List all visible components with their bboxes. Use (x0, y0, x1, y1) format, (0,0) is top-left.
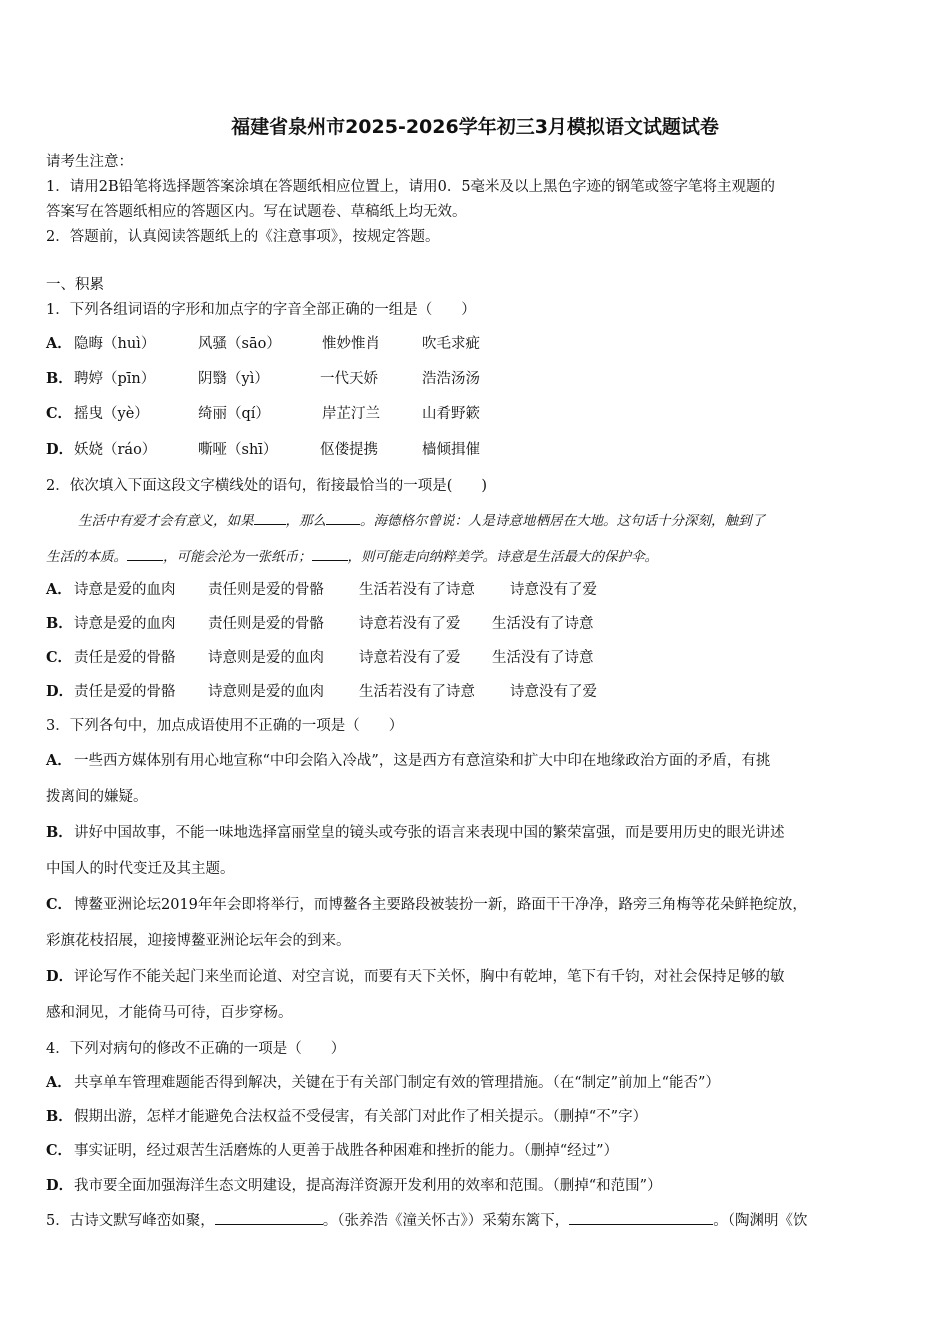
option-segment: 责任则是爱的骨骼 (208, 616, 324, 632)
option-segment: 生活没有了诗意 (492, 616, 594, 632)
option-segment: 诗意若没有了爱 (359, 616, 461, 632)
option-text: 事实证明，经过艰苦生活磨炼的人更善于战胜各种困难和挫折的能力。（删掉“经过”） (74, 1143, 619, 1159)
option-word: 嘶哑（shī） (198, 442, 278, 458)
option-word: 吹毛求疵 (422, 336, 480, 352)
option-word: 风骚（sāo） (198, 336, 281, 352)
option-label: A． (46, 1074, 72, 1091)
passage-text: 生活中有爱才会有意义，如果 (78, 513, 254, 529)
q3-stem: 3．下列各句中，加点成语使用不正确的一项是（ ） (46, 718, 404, 734)
notice-item-1a: 1．请用2B铅笔将选择题答案涂填在答题纸相应位置上，请用0．5毫米及以上黑色字迹的钢笔或签字笔将主观题的 (46, 179, 776, 195)
option-word: 隐晦（huì） (74, 336, 156, 352)
option-word: 阴翳（yì） (198, 371, 269, 387)
question-text: 5．古诗文默写峰峦如聚， (46, 1213, 215, 1229)
q5-stem (46, 1210, 807, 1231)
q2-option-a (46, 580, 597, 600)
fill-blank (312, 546, 348, 561)
q2-option-d (46, 682, 597, 702)
q2-stem: 2．依次填入下面这段文字横线处的语句，衔接最恰当的一项是( ) (46, 478, 488, 494)
option-label: D． (46, 968, 74, 985)
option-text: 博鳌亚洲论坛2019年年会即将举行，而博鳌各主要路段被装扮一新，路面干干净净，路旁三角梅等花朵鲜艳绽放， (74, 897, 807, 913)
option-text: 一些西方媒体别有用心地宣称“中印会陷入冷战”，这是西方有意渲染和扩大中印在地缘政治方面的矛盾，有挑 (74, 753, 771, 769)
question-text: 。（陶渊明《饮 (713, 1213, 808, 1229)
option-segment: 生活若没有了诗意 (359, 582, 475, 598)
option-label: C． (46, 649, 73, 666)
option-segment: 责任则是爱的骨骼 (208, 582, 324, 598)
option-label: A． (46, 335, 72, 352)
q3-option-a-line2: 拨离间的嫌疑。 (46, 789, 148, 805)
q3-option-a-line1 (46, 751, 770, 771)
q1-option-c (46, 404, 480, 424)
option-segment: 生活若没有了诗意 (359, 684, 475, 700)
option-label: B． (46, 824, 73, 841)
option-label: B． (46, 615, 73, 632)
option-word: 浩浩汤汤 (422, 371, 480, 387)
fill-blank (569, 1210, 713, 1225)
fill-blank (326, 510, 360, 525)
option-segment: 诗意没有了爱 (510, 582, 597, 598)
option-label: D． (46, 683, 74, 700)
q3-option-c-line2: 彩旗花枝招展，迎接博鳌亚洲论坛年会的到来。 (46, 933, 351, 949)
q3-option-b-line1 (46, 823, 785, 843)
q1-option-d (46, 440, 480, 460)
option-segment: 诗意是爱的血肉 (74, 582, 176, 598)
passage-text: ，那么 (285, 513, 326, 529)
q3-option-d-line1 (46, 967, 785, 987)
q2-option-c (46, 648, 594, 668)
option-text: 假期出游，怎样才能避免合法权益不受侵害，有关部门对此作了相关提示。（删掉“不”字） (74, 1109, 648, 1125)
option-label: B． (46, 1108, 73, 1125)
section-heading: 一、积累 (46, 277, 104, 293)
q1-option-b (46, 369, 480, 389)
q3-option-d-line2: 感和洞见，才能倚马可待，百步穿杨。 (46, 1005, 293, 1021)
fill-blank (254, 510, 286, 525)
q4-option-c (46, 1141, 618, 1161)
option-segment: 责任是爱的骨骼 (74, 684, 176, 700)
q4-option-d (46, 1176, 662, 1196)
option-label: C． (46, 896, 73, 913)
option-label: B． (46, 370, 73, 387)
option-word: 岸芷汀兰 (322, 406, 380, 422)
exam-title: 福建省泉州市2025-2026学年初三3月模拟语文试题试卷 (231, 116, 719, 138)
q4-option-a (46, 1073, 720, 1093)
option-segment: 诗意则是爱的血肉 (208, 684, 324, 700)
q3-option-c-line1 (46, 895, 807, 915)
option-label: A． (46, 581, 72, 598)
option-word: 绮丽（qí） (198, 406, 270, 422)
notice-item-1b: 答案写在答题纸相应的答题区内。写在试题卷、草稿纸上均无效。 (46, 204, 467, 220)
q4-option-b (46, 1107, 647, 1127)
option-word: 一代天娇 (320, 371, 378, 387)
option-word: 樯倾揖催 (422, 442, 480, 458)
q1-stem: 1．下列各组词语的字形和加点字的字音全部正确的一组是（ ） (46, 302, 476, 318)
fill-blank (215, 1210, 323, 1225)
option-label: D． (46, 441, 74, 458)
passage-text: 生活的本质。 (46, 549, 127, 565)
option-label: C． (46, 405, 73, 422)
passage-text: 。海德格尔曾说：人是诗意地栖居在大地。这句话十分深刻，触到了 (360, 513, 765, 529)
option-text: 我市要全面加强海洋生态文明建设，提高海洋资源开发利用的效率和范围。（删掉“和范围”） (74, 1178, 662, 1194)
option-segment: 生活没有了诗意 (492, 650, 594, 666)
notice-item-2: 2．答题前，认真阅读答题纸上的《注意事项》，按规定答题。 (46, 229, 440, 245)
option-label: D． (46, 1177, 74, 1194)
q1-option-a (46, 334, 480, 354)
notice-heading: 请考生注意： (46, 154, 133, 170)
question-text: 。（张养浩《潼关怀古》）采菊东篱下， (322, 1213, 570, 1229)
q2-passage-line1 (78, 510, 765, 531)
fill-blank (127, 546, 163, 561)
option-segment: 诗意没有了爱 (510, 684, 597, 700)
option-text: 评论写作不能关起门来坐而论道、对空言说，而要有天下关怀，胸中有乾坤，笔下有千钧，对社会保持足够的敏 (74, 969, 785, 985)
option-word: 摇曳（yè） (74, 406, 149, 422)
option-word: 惟妙惟肖 (322, 336, 380, 352)
q2-passage-line2 (46, 546, 658, 567)
passage-text: ，可能会沦为一张纸币； (163, 549, 312, 565)
q2-option-b (46, 614, 594, 634)
q4-stem: 4．下列对病句的修改不正确的一项是（ ） (46, 1041, 346, 1057)
q3-option-b-line2: 中国人的时代变迁及其主题。 (46, 861, 235, 877)
option-text: 共享单车管理难题能否得到解决，关键在于有关部门制定有效的管理措施。（在“制定”前加上“能否”） (74, 1075, 720, 1091)
option-word: 聘婷（pīn） (74, 371, 156, 387)
option-text: 讲好中国故事，不能一味地选择富丽堂皇的镜头或夸张的语言来表现中国的繁荣富强，而是要用历史的眼光讲述 (74, 825, 785, 841)
passage-text: ，则可能走向纳粹美学。诗意是生活最大的保护伞。 (347, 549, 658, 565)
option-word: 伛偻提携 (320, 442, 378, 458)
option-segment: 责任是爱的骨骼 (74, 650, 176, 666)
option-word: 妖娆（ráo） (74, 442, 157, 458)
option-word: 山肴野簌 (422, 406, 480, 422)
option-segment: 诗意则是爱的血肉 (208, 650, 324, 666)
option-segment: 诗意若没有了爱 (359, 650, 461, 666)
option-segment: 诗意是爱的血肉 (74, 616, 176, 632)
option-label: C． (46, 1142, 73, 1159)
option-label: A． (46, 752, 72, 769)
